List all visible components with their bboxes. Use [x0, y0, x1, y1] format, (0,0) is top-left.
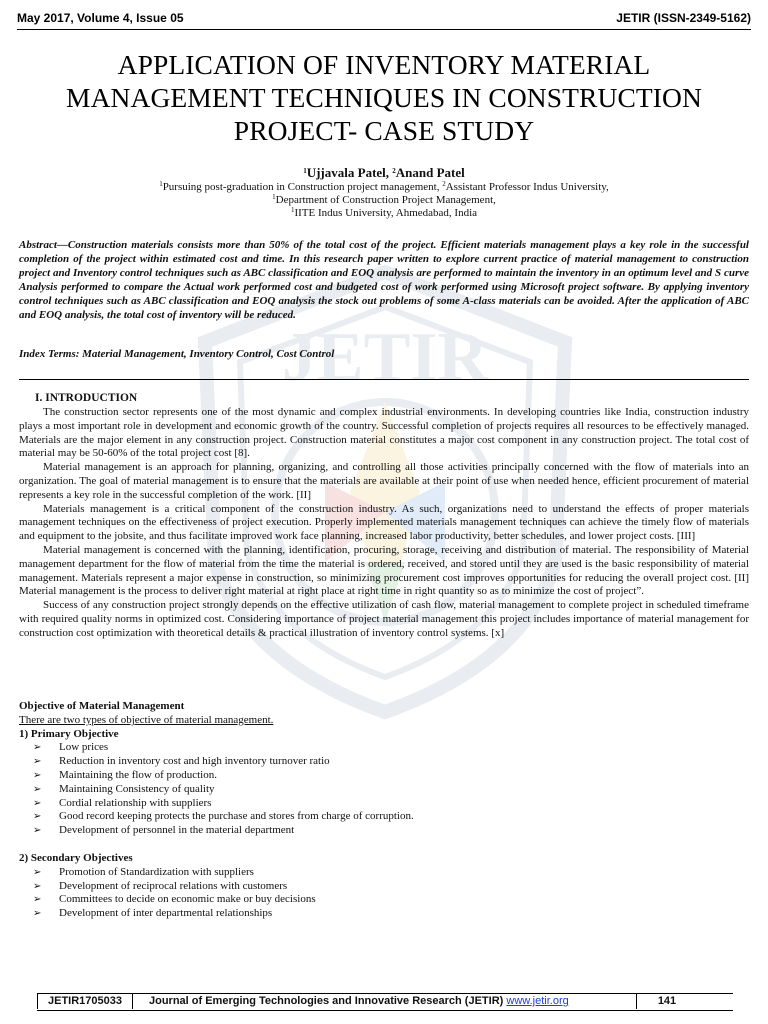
paragraph: Success of any construction project strongly depends on the effective utilization of cash flow, material management to complete project in scheduled timeframe with required quality norms in optimized cost. Considering importance of project material management this project includes importance of material management for construction cost optimization with theoretical details & practical illustration of inventory control systems. [x]	[19, 599, 749, 639]
list-item: ➢ Reduction in inventory cost and high inventory turnover ratio	[33, 755, 330, 768]
arrow-bullet-icon: ➢	[33, 908, 42, 920]
primary-objectives-list	[19, 741, 749, 838]
affil-text: Department of Construction Project Management,	[275, 194, 496, 206]
affiliation-line	[0, 181, 768, 194]
arrow-bullet-icon: ➢	[33, 756, 42, 768]
list-item: ➢ Cordial relationship with suppliers	[33, 796, 212, 809]
abstract: Abstract—Construction materials consists more than 50% of the total cost of the project. Efficient materials management plays a key role in the successful completion of the project within estimated cost and time. In this research paper written to explore current practice of material management to construction project and Inventory control techniques such as ABC classification and EOQ analysis are performed to maintain the inventory in an optimum level and S curve Analysis performed to compare the Actual work performed cost and budgeted cost of work performed using Microsoft project software. By applying inventory control techniques such as ABC classification and EOQ analysis the stock out problems of some A-class materials can be avoided. After the application of ABC and EOQ analysis, the total cost of inventory will be reduced.	[19, 239, 749, 322]
title-line: MANAGEMENT TECHNIQUES IN CONSTRUCTION	[66, 82, 702, 113]
primary-heading: 1) Primary Objective	[19, 727, 119, 740]
secondary-objectives-list	[19, 866, 749, 921]
objectives-section	[19, 700, 749, 921]
author-name: Anand Patel	[395, 165, 465, 180]
index-terms: Index Terms: Material Management, Inventory Control, Cost Control	[19, 348, 335, 360]
arrow-bullet-icon: ➢	[33, 811, 42, 823]
affil-mark: 2	[392, 167, 396, 175]
list-item: ➢ Promotion of Standardization with suppliers	[33, 865, 254, 878]
arrow-bullet-icon: ➢	[33, 825, 42, 837]
objectives-intro: There are two types of objective of material management.	[19, 713, 274, 726]
affil-mark: 1	[303, 167, 307, 175]
section-heading: I. INTRODUCTION	[35, 392, 138, 404]
paragraph: Material management is concerned with the planning, identification, procuring, storage, receiving and distribution of material. The responsibility of Material management department for the flow of material from the time the material is ordered, received, and stored until they are used is the basic responsibility of material management. Materials represent a major expense in construction, so minimizing procurement cost improves opportunities for reducing the overall project cost. [II] Material management is the process to deliver right material at right place at right time in right quantity so as to minimize the cost of project”.	[19, 543, 749, 598]
introduction-body	[19, 406, 749, 641]
running-header	[17, 9, 751, 30]
affil-mark: 1	[272, 193, 276, 201]
page-footer	[37, 993, 733, 1011]
author-name: Ujjavala Patel,	[306, 165, 393, 180]
list-item: ➢ Maintaining the flow of production.	[33, 768, 217, 781]
author-list	[0, 165, 768, 181]
list-item: ➢ Low prices	[33, 741, 109, 754]
journal-link[interactable]: www.jetir.org	[506, 995, 569, 1007]
list-item: ➢ Committees to decide on economic make or buy decisions	[33, 893, 316, 906]
arrow-bullet-icon: ➢	[33, 783, 42, 795]
paragraph: The construction sector represents one of the most dynamic and complex industrial environments. In developing countries like India, construction industry plays a most important role in development and economic growth of the country. Successful completion of projects requires all resources to be effectively managed. Materials are the major element in any construction project. Construction material constitutes a major cost component in any construction project. The total cost of material may be 50-60% of the total project cost [8].	[19, 406, 749, 460]
subsection-heading: Objective of Material Management	[19, 700, 185, 712]
affil-mark: 1	[159, 180, 163, 188]
affil-text: Pursuing post-graduation in Construction project management,	[162, 181, 443, 193]
secondary-heading: 2) Secondary Objectives	[19, 851, 133, 864]
list-item: ➢ Development of inter departmental relationships	[33, 907, 273, 920]
journal-title: Journal of Emerging Technologies and Innovative Research (JETIR)	[149, 995, 507, 1007]
affil-mark: 1	[290, 206, 295, 214]
paragraph: Materials management is a critical component of the construction industry. As such, organizations need to understand the effects of proper materials management techniques on the effectiveness of project execution. Properly implemented materials management techniques can achieve the timely flow of materials and equipment to the jobsite, and thus facilitate improved work face planning, increased labor productivity, better schedules, and lower project costs. [III]	[19, 502, 749, 543]
affil-text: IITE Indus University, Ahmedabad, India	[294, 207, 478, 219]
title-line: PROJECT- CASE STUDY	[233, 115, 535, 146]
watermark-text: JETIR	[281, 319, 489, 396]
arrow-bullet-icon: ➢	[33, 866, 42, 878]
paragraph: Material management is an approach for planning, organizing, and controlling all those activities principally concerned with the flow of materials into an organization. The goal of material management is to ensure that the materials are available at their point of use when needed hence, efficient procurement of material represents a key role in the successful completion of the work. [II]	[19, 461, 749, 501]
list-item: ➢ Development of reciprocal relations with customers	[33, 879, 288, 892]
journal-name	[149, 993, 569, 1009]
section-divider	[19, 379, 749, 380]
article-id: JETIR1705033	[37, 993, 133, 1009]
issue-info: May 2017, Volume 4, Issue 05	[17, 11, 184, 25]
paper-title	[20, 48, 748, 147]
affil-text: Assistant Professor Indus University,	[445, 181, 609, 193]
arrow-bullet-icon: ➢	[33, 880, 42, 892]
list-item: ➢ Good record keeping protects the purchase and stores from charge of corruption.	[33, 810, 414, 823]
arrow-bullet-icon: ➢	[33, 894, 42, 906]
affil-mark: 2	[442, 180, 446, 188]
list-item: ➢ Maintaining Consistency of quality	[33, 782, 215, 795]
arrow-bullet-icon: ➢	[33, 797, 42, 809]
journal-issn: JETIR (ISSN-2349-5162)	[616, 11, 751, 25]
page-number: 141	[636, 993, 697, 1009]
affiliations	[0, 181, 768, 220]
arrow-bullet-icon: ➢	[33, 742, 42, 754]
affiliation-line	[0, 207, 768, 220]
list-item: ➢ Development of personnel in the material department	[33, 824, 295, 837]
title-line: APPLICATION OF INVENTORY MATERIAL	[117, 49, 651, 80]
affiliation-line	[0, 194, 768, 207]
arrow-bullet-icon: ➢	[33, 769, 42, 781]
